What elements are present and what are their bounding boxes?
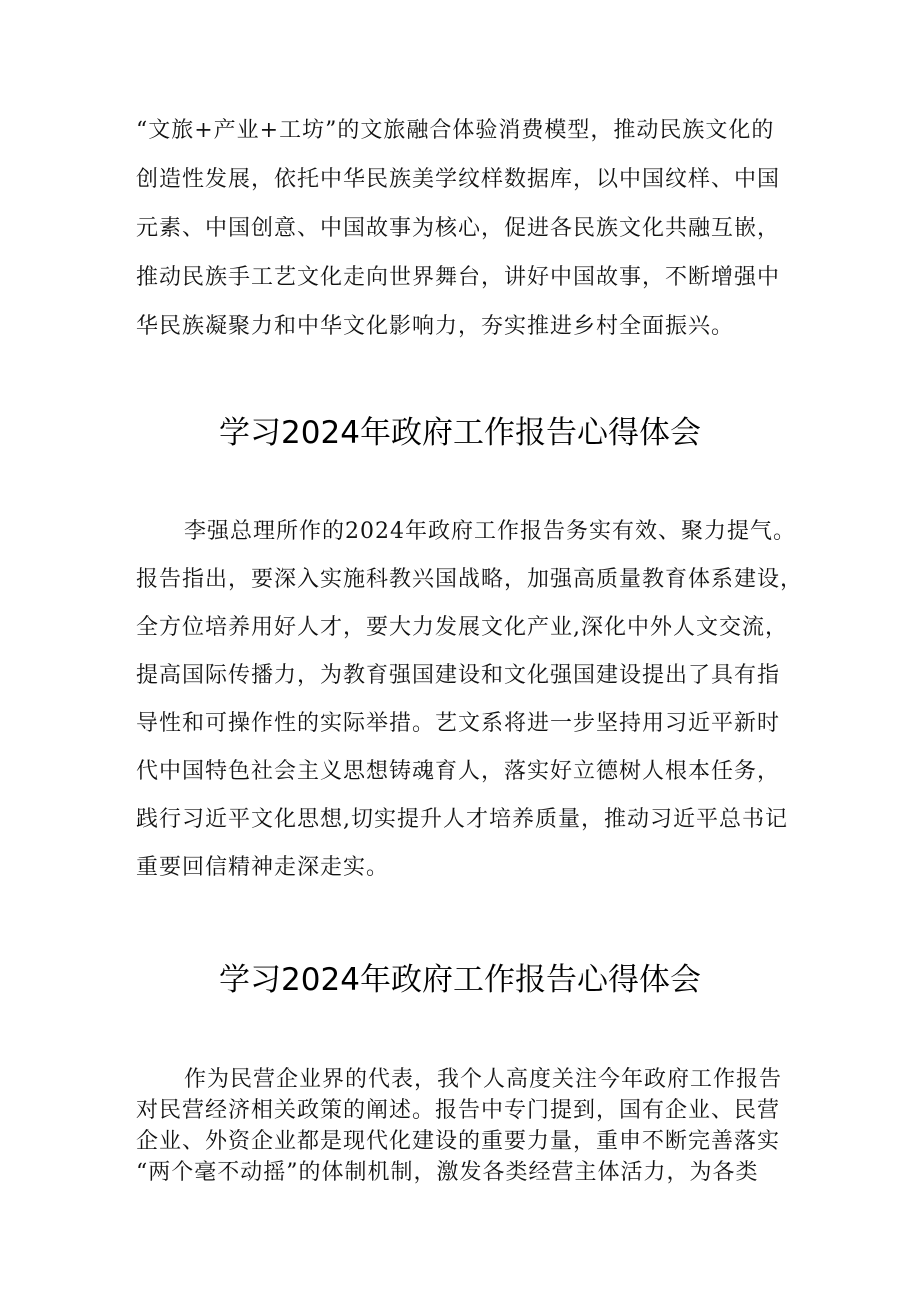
paragraph-line: 创造性发展，依托中华民族美学纹样数据库，以中国纹样、中国 xyxy=(136,167,781,192)
paragraph-line: 作为民营企业界的代表，我个人高度关注今年政府工作报告 xyxy=(184,1067,783,1092)
paragraph-line: 元素、中国创意、中国故事为核心，促进各民族文化共融互嵌， xyxy=(136,216,781,241)
paragraph-line: 全方位培养用好人才，要大力发展文化产业,深化中外人文交流， xyxy=(136,615,788,640)
section-heading: 学习2024年政府工作报告心得体会 xyxy=(219,962,701,998)
paragraph-line: 华民族凝聚力和中华文化影响力，夯实推进乡村全面振兴。 xyxy=(136,314,735,339)
paragraph-line: 企业、外资企业都是现代化建设的重要力量，重申不断完善落实 xyxy=(136,1129,781,1154)
section-heading: 学习2024年政府工作报告心得体会 xyxy=(219,415,701,451)
paragraph-line: 重要回信精神走深走实。 xyxy=(136,855,390,880)
paragraph-line: 报告指出，要深入实施科教兴国战略，加强高质量教育体系建设， xyxy=(136,567,804,592)
paragraph-line: “两个毫不动摇”的体制机制，激发各类经营主体活力，为各类 xyxy=(136,1160,759,1185)
paragraph-line: 导性和可操作性的实际举措。艺文系将进一步坚持用习近平新时 xyxy=(136,711,781,736)
paragraph-line: 代中国特色社会主义思想铸魂育人，落实好立德树人根本任务， xyxy=(136,759,781,784)
paragraph-line: “文旅+产业+工坊”的文旅融合体验消费模型，推动民族文化的 xyxy=(136,118,775,143)
paragraph-line: 推动民族手工艺文化走向世界舞台，讲好中国故事，不断增强中 xyxy=(136,265,781,290)
paragraph-line: 李强总理所作的2024年政府工作报告务实有效、聚力提气。 xyxy=(184,519,796,544)
paragraph-line: 对民营经济相关政策的阐述。报告中专门提到，国有企业、民营 xyxy=(136,1098,781,1123)
paragraph-line: 提高国际传播力，为教育强国建设和文化强国建设提出了具有指 xyxy=(136,663,781,688)
paragraph-line: 践行习近平文化思想,切实提升人才培养质量，推动习近平总书记 xyxy=(136,807,788,832)
